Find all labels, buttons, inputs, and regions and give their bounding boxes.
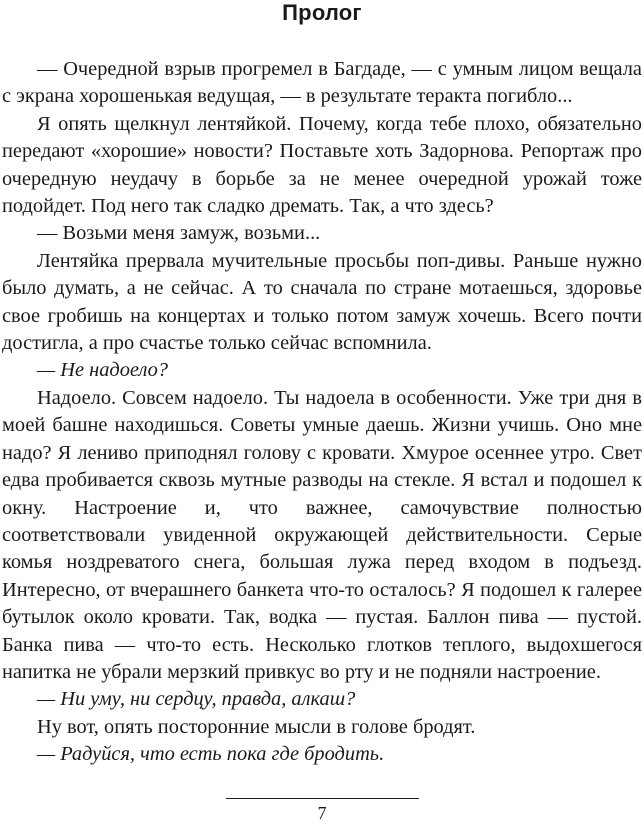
italic-paragraph: — Не надоело? — [37, 359, 168, 382]
paragraph: Ну вот, опять посторонние мысли в голове бродят. — [37, 715, 476, 738]
italic-paragraph: — Радуйся, что есть пока где бродить. — [37, 743, 385, 766]
footer-rule — [226, 798, 419, 799]
paragraph: Я опять щелкнул лентяйкой. Почему, когда тебе плохо, обязательно передают «хорошие» новости? Поставьте хоть Задорнова. Репортаж про очередную неудачу в борьбе за не менее очередной урожай тоже подойдет. Под него так сладко дремать. Так, а что здесь? — [2, 112, 642, 218]
italic-paragraph: — Ни уму, ни сердцу, правда, алкаш? — [37, 688, 356, 711]
paragraph: — Возьми меня замуж, возьми... — [37, 222, 321, 245]
paragraph: Лентяйка прервала мучительные просьбы поп-дивы. Раньше нужно было думать, а не сейчас. А то сначала по стране мотаешься, здоровье свое гробишь на концертах и только потом замуж хочешь. Всего почти достигла, а про счастье только сейчас вспомнила. — [2, 249, 642, 355]
paragraph: — Очередной взрыв прогремел в Багдаде, — с умным лицом вещала с экрана хорошенькая ведущая, — в результате теракта погибло... — [2, 58, 642, 108]
paragraph: Надоело. Совсем надоело. Ты надоела в особенности. Уже три дня в моей башне находишься. Советы умные даешь. Жизни учишь. Оно мне надо? Я лениво приподнял голову с кровати. Хмурое осеннее утро. Свет едва пробивается сквозь мутные разводы на стекле. Я встал и подошел к окну. Настроение и, что важнее, самочувствие полностью соответствовали увиденной окружающей действительности. Серые комья ноздреватого снега, большая лужа перед входом в подъезд. Интересно, от вчерашнего банкета что-то осталось? Я подошел к галерее бутылок около кровати. Так, водка — пустая. Баллон пива — пустой. Банка пива — что-то есть. Несколько глотков теплого, выдохшегося напитка не убрали мерзкий привкус во рту и не подняли настроение. — [2, 386, 642, 683]
body-text — [2, 56, 642, 769]
page-number: 7 — [317, 803, 327, 823]
chapter-title: Пролог — [282, 0, 362, 25]
